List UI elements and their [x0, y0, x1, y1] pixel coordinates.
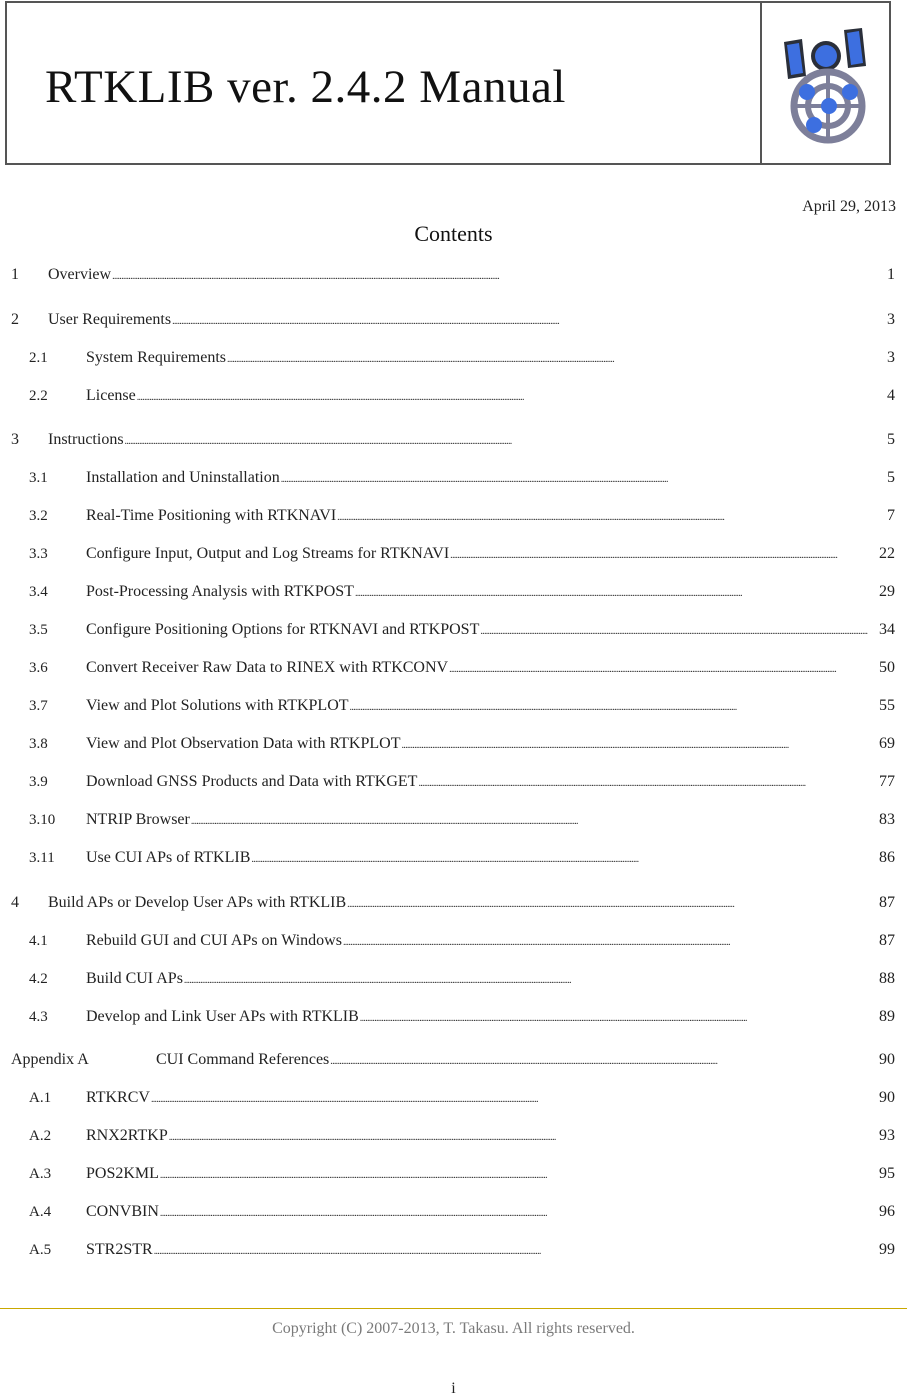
- toc-entry[interactable]: [0, 657, 907, 679]
- contents-heading: Contents: [414, 221, 493, 246]
- toc-entry-number: 4.1: [29, 933, 48, 949]
- toc-entry[interactable]: [0, 385, 907, 407]
- toc-entry[interactable]: [0, 771, 907, 793]
- toc-entry-number: 3.2: [29, 508, 48, 524]
- toc-entry-title[interactable]: Use CUI APs of RTKLIB: [86, 849, 251, 866]
- toc-entry[interactable]: [0, 847, 907, 869]
- toc-entry-title[interactable]: Convert Receiver Raw Data to RINEX with RTKCONV: [86, 659, 449, 676]
- rtklib-logo-icon: [778, 26, 872, 144]
- toc-entry[interactable]: [0, 892, 907, 914]
- toc-entry-title[interactable]: Rebuild GUI and CUI APs on Windows: [86, 932, 342, 949]
- toc-entry-number: 3.6: [29, 660, 48, 676]
- toc-entry-page: 77: [879, 773, 895, 790]
- toc-entry-page: 7: [887, 507, 895, 524]
- toc-entry[interactable]: [0, 1239, 907, 1261]
- toc-leader-dots: [169, 1125, 878, 1149]
- toc-entry-page: 88: [879, 970, 895, 987]
- toc-entry-number: A.2: [29, 1128, 52, 1144]
- toc-entry[interactable]: [0, 733, 907, 755]
- toc-entry-title[interactable]: CUI Command References: [156, 1051, 330, 1068]
- toc-entry-page: 5: [887, 431, 895, 448]
- toc-leader-dots: [337, 505, 886, 529]
- toc-entry-number: 2.2: [29, 388, 48, 404]
- toc-entry[interactable]: [0, 1125, 907, 1147]
- toc-entry-number: 3.8: [29, 736, 48, 752]
- toc-entry-page: 3: [887, 311, 895, 328]
- toc-entry[interactable]: [0, 1163, 907, 1185]
- footer-rule: [0, 1308, 907, 1309]
- toc-entry-page: 86: [879, 849, 895, 866]
- toc-entry[interactable]: [0, 264, 907, 286]
- toc-entry-number: 3.11: [29, 850, 55, 866]
- title-box: [5, 1, 891, 165]
- toc-entry-page: 22: [879, 545, 895, 562]
- document-date: April 29, 2013: [802, 198, 896, 215]
- toc-entry-page: 83: [879, 811, 895, 828]
- toc-entry[interactable]: [0, 581, 907, 603]
- toc-entry-page: 3: [887, 349, 895, 366]
- toc-leader-dots: [184, 968, 878, 992]
- toc-entry-number: A.1: [29, 1090, 52, 1106]
- copyright-notice: Copyright (C) 2007-2013, T. Takasu. All rights reserved.: [272, 1320, 635, 1337]
- toc-entry[interactable]: [0, 1049, 907, 1071]
- toc-entry[interactable]: [0, 1087, 907, 1109]
- toc-entry-page: 4: [887, 387, 895, 404]
- toc-entry-page: 69: [879, 735, 895, 752]
- toc-entry-number: 3.4: [29, 584, 48, 600]
- toc-entry-title[interactable]: Configure Input, Output and Log Streams for RTKNAVI: [86, 545, 450, 562]
- toc-entry-title[interactable]: License: [86, 387, 136, 404]
- toc-leader-dots: [343, 930, 878, 954]
- toc-entry-page: 50: [879, 659, 895, 676]
- logo-target: [794, 72, 862, 140]
- toc-entry-page: 87: [879, 894, 895, 911]
- toc-entry-number: 1: [11, 266, 19, 283]
- toc-entry-title[interactable]: Real-Time Positioning with RTKNAVI: [86, 507, 337, 524]
- toc-leader-dots: [151, 1087, 878, 1111]
- toc-leader-dots: [112, 264, 886, 288]
- toc-leader-dots: [449, 657, 878, 681]
- toc-entry[interactable]: [0, 347, 907, 369]
- toc-entry-number: 3.10: [29, 812, 56, 828]
- toc-entry[interactable]: [0, 809, 907, 831]
- toc-entry-number: 3.1: [29, 470, 48, 486]
- toc-entry[interactable]: [0, 505, 907, 527]
- toc-entry-page: 93: [879, 1127, 895, 1144]
- page-number: i: [451, 1380, 456, 1397]
- toc-leader-dots: [360, 1006, 878, 1030]
- toc-entry-title[interactable]: User Requirements: [48, 311, 172, 328]
- toc-entry-number: 4.2: [29, 971, 48, 987]
- toc-entry-number: 3.9: [29, 774, 48, 790]
- toc-entry[interactable]: [0, 543, 907, 565]
- document-title: RTKLIB ver. 2.4.2 Manual: [45, 61, 566, 113]
- toc-entry[interactable]: [0, 619, 907, 641]
- toc-entry-title[interactable]: Configure Positioning Options for RTKNAVI and RTKPOST: [86, 621, 480, 638]
- toc-entry-number: Appendix A: [11, 1051, 89, 1068]
- toc-leader-dots: [160, 1201, 878, 1225]
- toc-entry-title[interactable]: Overview: [48, 266, 112, 283]
- toc-leader-dots: [480, 619, 878, 643]
- toc-leader-dots: [401, 733, 878, 757]
- toc-leader-dots: [137, 385, 886, 409]
- toc-entry-page: 55: [879, 697, 895, 714]
- toc-entry-title[interactable]: View and Plot Observation Data with RTKPLOT: [86, 735, 401, 752]
- toc-entry-page: 89: [879, 1008, 895, 1025]
- toc-entry-title[interactable]: NTRIP Browser: [86, 811, 190, 828]
- toc-entry-page: 1: [887, 266, 895, 283]
- header-divider: [760, 3, 762, 163]
- toc-leader-dots: [172, 309, 886, 333]
- toc-leader-dots: [418, 771, 878, 795]
- toc-entry-title[interactable]: Develop and Link User APs with RTKLIB: [86, 1008, 359, 1025]
- toc-entry-title[interactable]: System Requirements: [86, 349, 226, 366]
- toc-entry[interactable]: [0, 968, 907, 990]
- toc-leader-dots: [330, 1049, 878, 1073]
- toc-entry-number: 3: [11, 431, 19, 448]
- toc-entry[interactable]: [0, 1201, 907, 1223]
- toc-entry-title[interactable]: Post-Processing Analysis with RTKPOST: [86, 583, 354, 600]
- toc-leader-dots: [350, 695, 878, 719]
- toc-entry-title[interactable]: STR2STR: [86, 1241, 153, 1258]
- toc-leader-dots: [355, 581, 878, 605]
- toc-entry-title[interactable]: Build APs or Develop User APs with RTKLIB: [48, 894, 347, 911]
- toc-entry-number: A.5: [29, 1242, 52, 1258]
- toc-leader-dots: [227, 347, 886, 371]
- toc-entry-title[interactable]: Instructions: [48, 431, 124, 448]
- toc-entry[interactable]: [0, 695, 907, 717]
- toc-entry[interactable]: [0, 1006, 907, 1028]
- toc-entry-number: 3.3: [29, 546, 48, 562]
- toc-leader-dots: [154, 1239, 878, 1263]
- toc-entry-title[interactable]: View and Plot Solutions with RTKPLOT: [86, 697, 349, 714]
- toc-entry-number: A.4: [29, 1204, 52, 1220]
- toc-entry[interactable]: [0, 467, 907, 489]
- toc-entry-page: 96: [879, 1203, 895, 1220]
- toc-leader-dots: [251, 847, 878, 871]
- toc-leader-dots: [125, 429, 886, 453]
- toc-entry-number: A.3: [29, 1166, 52, 1182]
- toc-entry-page: 29: [879, 583, 895, 600]
- toc-leader-dots: [160, 1163, 878, 1187]
- toc-entry-number: 2.1: [29, 350, 48, 366]
- toc-entry-title[interactable]: Installation and Uninstallation: [86, 469, 280, 486]
- toc-entry-page: 95: [879, 1165, 895, 1182]
- toc-entry-title[interactable]: CONVBIN: [86, 1203, 159, 1220]
- toc-entry-title[interactable]: RTKRCV: [86, 1089, 150, 1106]
- toc-entry-title[interactable]: Download GNSS Products and Data with RTKGET: [86, 773, 418, 790]
- toc-entry-page: 90: [879, 1089, 895, 1106]
- toc-entry-number: 3.7: [29, 698, 48, 714]
- toc-entry-page: 34: [879, 621, 895, 638]
- toc-entry-page: 5: [887, 469, 895, 486]
- toc-entry-title[interactable]: POS2KML: [86, 1165, 159, 1182]
- toc-entry-page: 99: [879, 1241, 895, 1258]
- toc-entry-number: 4.3: [29, 1009, 48, 1025]
- toc-leader-dots: [450, 543, 878, 567]
- toc-entry-title[interactable]: Build CUI APs: [86, 970, 183, 987]
- toc-entry-number: 4: [11, 894, 19, 911]
- toc-entry-page: 90: [879, 1051, 895, 1068]
- toc-entry-title[interactable]: RNX2RTKP: [86, 1127, 168, 1144]
- toc-entry[interactable]: [0, 930, 907, 952]
- toc-entry[interactable]: [0, 429, 907, 451]
- toc-entry-number: 2: [11, 311, 19, 328]
- toc-leader-dots: [281, 467, 886, 491]
- toc-leader-dots: [191, 809, 878, 833]
- toc-entry-number: 3.5: [29, 622, 48, 638]
- toc-entry[interactable]: [0, 309, 907, 331]
- toc-entry-page: 87: [879, 932, 895, 949]
- toc-leader-dots: [347, 892, 878, 916]
